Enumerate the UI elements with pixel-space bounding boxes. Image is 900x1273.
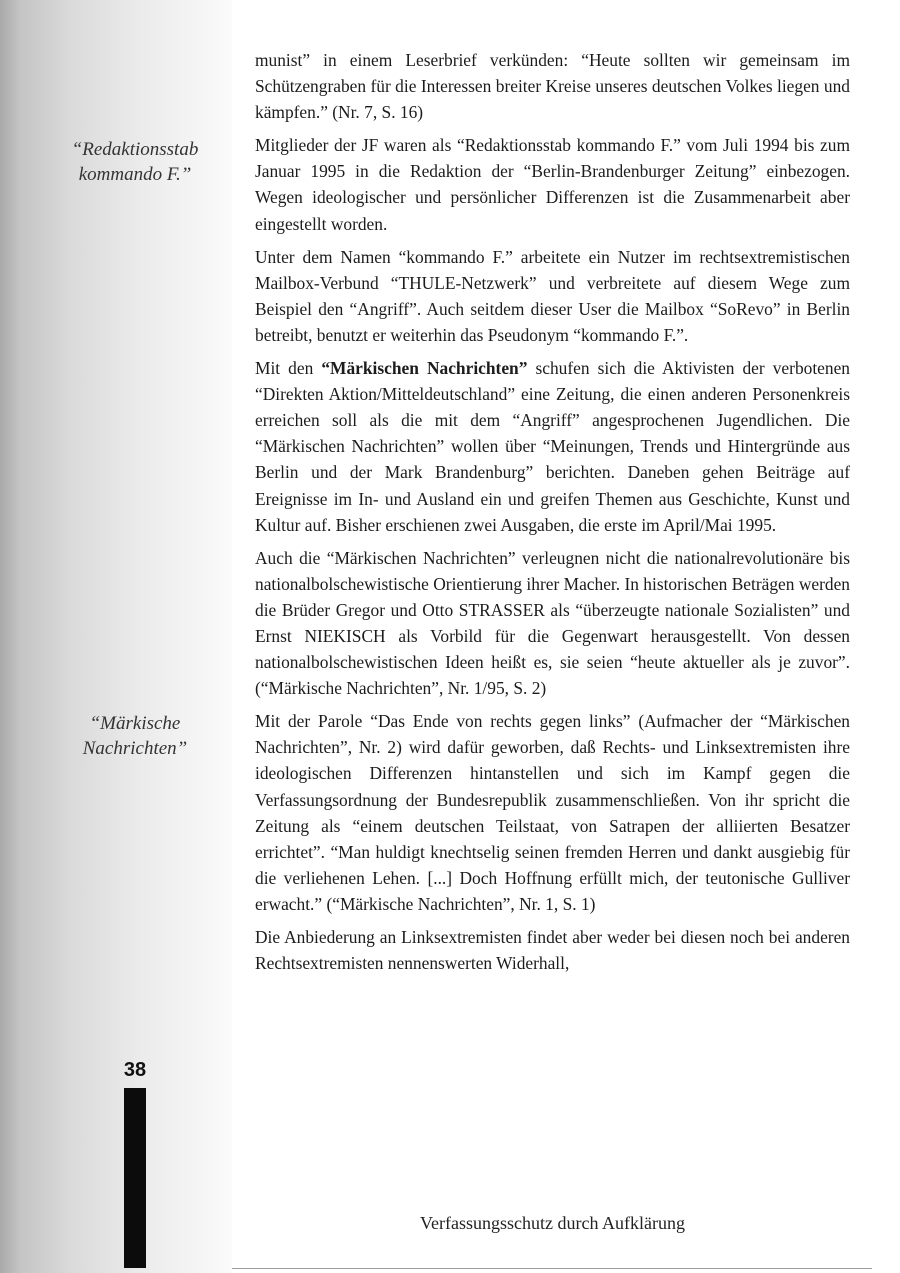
- paragraph: Mitglieder der JF waren als “Redaktionsstab kommando F.” vom Juli 1994 bis zum Januar 1995 in die Redaktion der “Berlin-Brandenburger Zeitung” einbezogen. Wegen ideologischer und persönlicher Differenzen ist die Zusammenarbeit aber eingestellt worden.: [255, 135, 850, 234]
- margin-note-redaktionsstab: “Redaktionsstab kommando F.”: [71, 139, 199, 185]
- margin-note-maerkische-nachrichten: “Märkische Nachrichten”: [82, 713, 188, 759]
- paragraph-maerkische-nachrichten: [255, 355, 850, 538]
- margin-sidebar: [0, 0, 232, 1273]
- paragraph-rest: schufen sich die Aktivisten der verbotenen “Direkten Aktion/Mitteldeutschland” eine Zeitung, die einen anderen Personenkreis erreichen soll als die mit dem “Angriff” angesprochenen Jugendlichen. Die “Märkischen Nachrichten” wollen über “Meinungen, Trends und Hintergründe aus Berlin und der Mark Brandenburg” berichten. Daneben gehen Beiträge auf Ereignisse im In- und Ausland ein und greifen Themen aus Geschichte, Kunst und Kultur auf. Bisher erschienen zwei Ausgaben, die erste im April/Mai 1995.: [255, 358, 850, 535]
- page-edge-bar: [124, 1088, 146, 1268]
- page-number: 38: [123, 1059, 147, 1081]
- bold-term: “Märkischen Nachrichten”: [321, 358, 528, 379]
- body-text: [255, 47, 850, 983]
- paragraph: munist” in einem Leserbrief verkünden: “Heute sollten wir gemeinsam im Schützengraben für die Interessen breiter Kreise unseres deutschen Volkes liegen und kämpfen.” (Nr. 7, S. 16): [255, 50, 850, 123]
- paragraph: Die Anbiederung an Linksextremisten findet aber weder bei diesen noch bei anderen Rechtsextremisten nennenswerten Widerhall,: [255, 927, 850, 974]
- footer-title: Verfassungsschutz durch Aufklärung: [420, 1213, 685, 1233]
- footer-rule: [232, 1268, 872, 1269]
- paragraph: Auch die “Märkischen Nachrichten” verleugnen nicht die nationalrevolutionäre bis nationalbolschewistische Orientierung ihrer Macher. In historischen Beträgen werden die Brüder Gregor und Otto STRASSER als “überzeugte nationale Sozialisten” und Ernst NIEKISCH als Vorbild für die Gegenwart herausgestellt. Von dessen nationalbolschewistischen Ideen heißt es, sie seien “heute aktueller als je zuvor”. (“Märkische Nachrichten”, Nr. 1/95, S. 2): [255, 547, 850, 699]
- paragraph-lead: Mit den: [255, 358, 322, 379]
- paragraph: Mit der Parole “Das Ende von rechts gegen links” (Aufmacher der “Märkischen Nachrichten”, Nr. 2) wird dafür geworben, daß Rechts- und Linksextremisten ihre ideologischen Differenzen hintanstellen und sich im Kampf gegen die Verfassungsordnung der Bundesrepublik zusammenschließen. Von ihr spricht die Zeitung als “einem deutschen Teilstaat, von Satrapen der alliierten Besatzer errichtet”. “Man huldigt knechtselig seinen fremden Herren und dankt ausgiebig für die verliehenen Lehen. [...] Doch Hoffnung erfüllt mich, der teutonische Gulliver erwacht.” (“Märkische Nachrichten”, Nr. 1, S. 1): [255, 711, 850, 914]
- paragraph: Unter dem Namen “kommando F.” arbeitete ein Nutzer im rechtsextremistischen Mailbox-Verbund “THULE-Netzwerk” und verbreitete auf diesem Wege zum Beispiel den “Angriff”. Auch seitdem dieser User die Mailbox “SoRevo” in Berlin betreibt, benutzt er weiterhin das Pseudonym “kommando F.”.: [255, 246, 850, 345]
